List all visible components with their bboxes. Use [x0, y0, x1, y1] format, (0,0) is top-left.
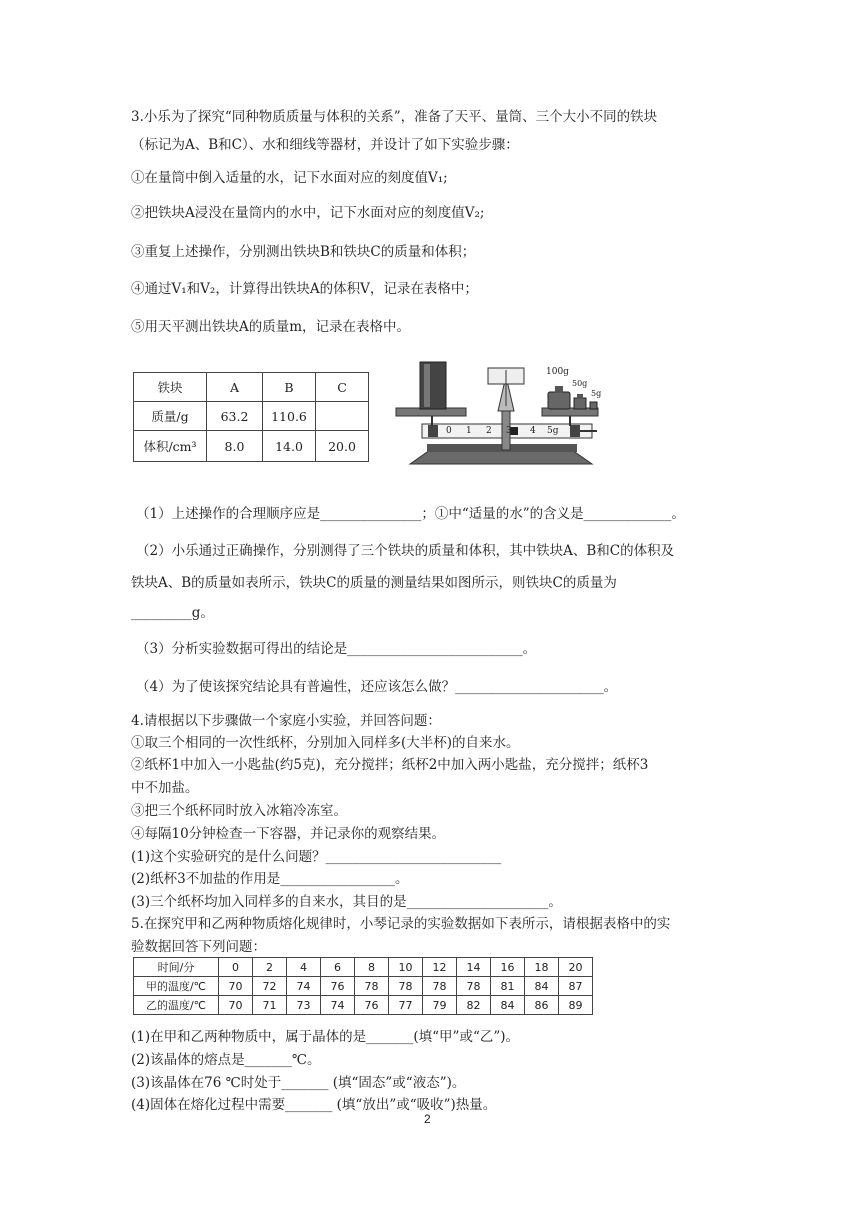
q3-intro-line1: 3.小乐为了探究“同种物质质量与体积的关系”，准备了天平、量筒、三个大小不同的铁块 [131, 109, 658, 125]
table-cell: 89 [559, 996, 593, 1015]
q4-intro: 4.请根据以下步骤做一个家庭小实验，并回答问题： [131, 713, 441, 729]
q3-sub2-line1: （2）小乐通过正确操作，分别测得了三个铁块的质量和体积，其中铁块A、B和C的体积及 [136, 543, 675, 559]
q3-step2: ②把铁块A浸没在量筒内的水中，记下水面对应的刻度值V₂; [131, 205, 485, 221]
q4-step2-line1: ②纸杯1中加入一小匙盐(约5克)，充分搅拌；纸杯2中加入两小匙盐，充分搅拌；纸杯3 [131, 757, 649, 773]
table-cell: 63.2 [207, 402, 263, 431]
q5-question3: (3)该晶体在76 ℃时处于_______ (填“固态”或“液态”)。 [131, 1075, 466, 1091]
table-cell: 73 [287, 996, 321, 1015]
weight-100g-label: 100g [546, 367, 569, 377]
q3-intro-line2: （标记为A、B和C）、水和细线等器材，并设计了如下实验步骤： [131, 137, 519, 153]
q5-question2: (2)该晶体的熔点是_______℃。 [131, 1052, 321, 1068]
table-header-cell: 0 [219, 958, 253, 977]
table-cell: 77 [389, 996, 423, 1015]
table-header-cell: 6 [321, 958, 355, 977]
table-cell: 74 [321, 996, 355, 1015]
table-cell: 甲的温度/℃ [134, 977, 219, 996]
table-header-cell: 10 [389, 958, 423, 977]
scale-tick-label: 2 [486, 426, 492, 436]
q3-step5: ⑤用天平测出铁块A的质量m，记录在表格中。 [131, 319, 411, 335]
q5-intro-line1: 5.在探究甲和乙两种物质熔化规律时，小琴记录的实验数据如下表所示，请根据表格中的实 [131, 916, 671, 932]
q3-step4: ④通过V₁和V₂，计算得出铁块A的体积V，记录在表格中； [131, 281, 478, 297]
table-cell: 84 [525, 977, 559, 996]
table-cell: 79 [423, 996, 457, 1015]
table-header-cell: 铁块 [134, 373, 207, 402]
table-cell: 72 [253, 977, 287, 996]
table-cell: 87 [559, 977, 593, 996]
scale-tick-label: 5g [547, 426, 559, 436]
table-row [134, 402, 369, 431]
table-cell: 78 [423, 977, 457, 996]
table-cell: 71 [253, 996, 287, 1015]
table-cell: 78 [355, 977, 389, 996]
table-cell: 82 [457, 996, 491, 1015]
table-row [134, 958, 593, 977]
q3-step3: ③重复上述操作，分别测出铁块B和铁块C的质量和体积； [131, 244, 476, 260]
table-row [134, 431, 369, 462]
q5-intro-line2: 验数据回答下列问题： [131, 939, 266, 955]
table-header-cell: B [263, 373, 316, 402]
table-header-cell: 时间/分 [134, 958, 219, 977]
table-cell: 74 [287, 977, 321, 996]
q3-step1: ①在量筒中倒入适量的水，记下水面对应的刻度值V₁; [131, 170, 448, 186]
q3-sub2-line2: 铁块A、B的质量如表所示，铁块C的质量的测量结果如图所示，则铁块C的质量为 [131, 575, 617, 591]
scale-tick-label: 4 [530, 426, 536, 436]
table-cell: 70 [219, 996, 253, 1015]
table-cell: 76 [355, 996, 389, 1015]
table-cell: 14.0 [263, 431, 316, 462]
q4-question2: (2)纸杯3不加盐的作用是_________________。 [131, 871, 409, 887]
q3-sub1: （1）上述操作的合理顺序应是_______________；①中“适量的水”的含义是_____________。 [136, 506, 685, 522]
table-header-cell: A [207, 373, 263, 402]
table-cell: 乙的温度/℃ [134, 996, 219, 1015]
table-cell: 70 [219, 977, 253, 996]
table-cell: 110.6 [263, 402, 316, 431]
table-row [134, 977, 593, 996]
page-number: 2 [424, 1112, 431, 1126]
weight-50g-label: 50g [572, 379, 588, 388]
table-cell: 81 [491, 977, 525, 996]
table-header-cell: 2 [253, 958, 287, 977]
q4-step1: ①取三个相同的一次性纸杯，分别加入同样多(大半杯)的自来水。 [131, 735, 520, 751]
q5-question1: (1)在甲和乙两种物质中，属于晶体的是_______(填“甲”或“乙”)。 [131, 1029, 520, 1045]
table-row [134, 996, 593, 1015]
table-cell: 8.0 [207, 431, 263, 462]
q4-step2-line2: 中不加盐。 [131, 780, 199, 796]
table-header-cell: 18 [525, 958, 559, 977]
q3-sub2-line3: _________g。 [131, 605, 214, 621]
q5-question4: (4)固体在熔化过程中需要_______ (填“放出”或“吸收”)热量。 [131, 1097, 497, 1113]
table-cell: 78 [389, 977, 423, 996]
table-row [134, 373, 369, 402]
iron-block-table [133, 372, 369, 462]
scale-tick-label: 0 [446, 426, 452, 436]
balance-illustration [392, 356, 602, 468]
table-header-cell: 14 [457, 958, 491, 977]
table-header-cell: 12 [423, 958, 457, 977]
table-cell: 76 [321, 977, 355, 996]
q4-step3: ③把三个纸杯同时放入冰箱冷冻室。 [131, 803, 347, 819]
weight-5g-label: 5g [591, 389, 602, 398]
table-header-cell: 8 [355, 958, 389, 977]
table-header-cell: C [316, 373, 369, 402]
table-cell: 20.0 [316, 431, 369, 462]
table-cell: 体积/cm³ [134, 431, 207, 462]
q4-step4: ④每隔10分钟检查一下容器，并记录你的观察结果。 [131, 826, 446, 842]
table-header-cell: 16 [491, 958, 525, 977]
q3-sub3: （3）分析实验数据可得出的结论是__________________________。 [136, 641, 537, 657]
table-cell [316, 402, 369, 431]
table-cell: 质量/g [134, 402, 207, 431]
melting-data-table [133, 957, 593, 1015]
table-header-cell: 20 [559, 958, 593, 977]
scale-tick-label: 3 [506, 426, 512, 436]
table-cell: 84 [491, 996, 525, 1015]
scale-tick-label: 1 [466, 426, 472, 436]
q4-question1: (1)这个实验研究的是什么问题？__________________________ [131, 849, 502, 865]
q3-sub4: （4）为了使该探究结论具有普遍性，还应该怎么做？______________________。 [136, 679, 618, 695]
table-cell: 86 [525, 996, 559, 1015]
q4-question3: (3)三个纸杯均加入同样多的自来水，其目的是_____________________。 [131, 894, 562, 910]
table-header-cell: 4 [287, 958, 321, 977]
table-cell: 78 [457, 977, 491, 996]
